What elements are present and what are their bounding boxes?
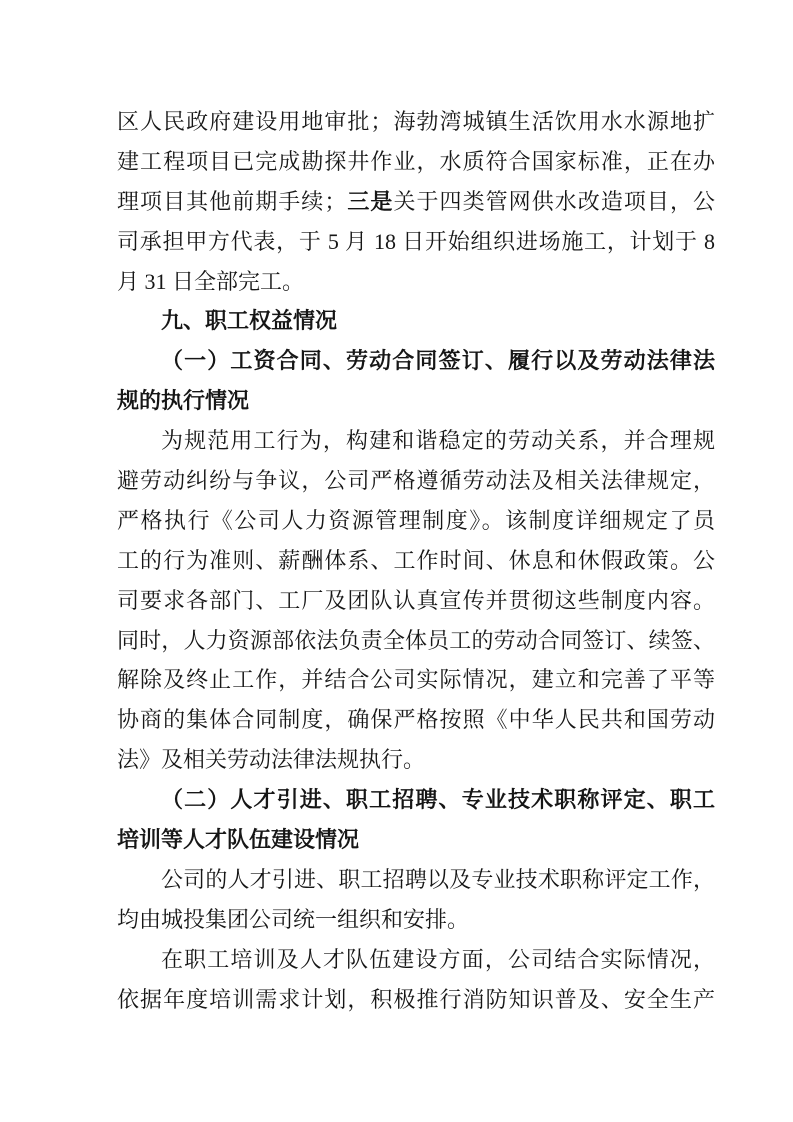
body-text-line <box>117 461 715 501</box>
subsection-heading <box>117 341 715 381</box>
section-heading <box>117 301 715 341</box>
body-text-line <box>117 182 715 222</box>
subsection-heading <box>117 820 715 860</box>
text-run: 建工程项目已完成勘探井作业，水质符合国家标准，正在办 <box>117 148 715 174</box>
text-run: （一）工资合同、劳动合同签订、履行以及劳动法律法 <box>161 348 715 374</box>
text-run: 理项目其他前期手续； <box>117 188 347 214</box>
text-run: 在职工培训及人才队伍建设方面，公司结合实际情况， <box>161 946 715 972</box>
text-run: 依据年度培训需求计划，积极推行消防知识普及、安全生产 <box>117 986 715 1012</box>
text-run: 同时，人力资源部依法负责全体员工的劳动合同签订、续签、 <box>117 627 715 653</box>
text-run: 司要求各部门、工厂及团队认真宣传并贯彻这些制度内容。 <box>117 587 715 613</box>
text-run: 避劳动纠纷与争议，公司严格遵循劳动法及相关法律规定， <box>117 468 715 494</box>
body-text-line <box>117 262 715 302</box>
text-run: （二）人才引进、职工招聘、专业技术职称评定、职工 <box>161 787 715 813</box>
document-content <box>117 102 715 1019</box>
body-text-line <box>117 980 715 1020</box>
text-run: 为规范用工行为，构建和谐稳定的劳动关系，并合理规 <box>161 428 715 454</box>
subsection-heading <box>117 381 715 421</box>
body-text-line <box>117 740 715 780</box>
text-run: 解除及终止工作，并结合公司实际情况，建立和完善了平等 <box>117 667 715 693</box>
text-run: 规的执行情况 <box>117 388 250 414</box>
body-text-line <box>117 581 715 621</box>
body-text-line <box>117 900 715 940</box>
text-run: 区人民政府建设用地审批；海勃湾城镇生活饮用水水源地扩 <box>117 109 715 134</box>
subsection-heading <box>117 780 715 820</box>
text-run: 月 31 日全部完工。 <box>117 268 305 294</box>
text-run: 九、职工权益情况 <box>161 308 338 334</box>
text-run: 协商的集体合同制度，确保严格按照《中华人民共和国劳动 <box>117 707 715 733</box>
text-run: 司承担甲方代表，于 5 月 18 日开始组织进场施工，计划于 8 <box>117 228 715 254</box>
body-text-line <box>117 421 715 461</box>
text-run: 均由城投集团公司统一组织和安排。 <box>117 906 470 932</box>
text-run: 公司的人才引进、职工招聘以及专业技术职称评定工作， <box>161 866 715 892</box>
body-text-line <box>117 541 715 581</box>
text-run: 工的行为准则、薪酬体系、工作时间、休息和休假政策。公 <box>117 547 715 573</box>
body-text-line <box>117 700 715 740</box>
bold-run: 三是 <box>346 188 394 214</box>
text-run: 法》及相关劳动法律法规执行。 <box>117 747 426 773</box>
body-text-line <box>117 660 715 700</box>
text-run: 关于四类管网供水改造项目，公 <box>393 188 715 214</box>
text-run: 严格执行《公司人力资源管理制度》。该制度详细规定了员 <box>117 507 715 533</box>
text-run: 培训等人才队伍建设情况 <box>117 827 360 853</box>
body-text-line <box>117 621 715 661</box>
body-text-line <box>117 860 715 900</box>
body-text-line <box>117 142 715 182</box>
body-text-line <box>117 940 715 980</box>
body-text-line <box>117 102 715 142</box>
body-text-line <box>117 501 715 541</box>
body-text-line <box>117 222 715 262</box>
